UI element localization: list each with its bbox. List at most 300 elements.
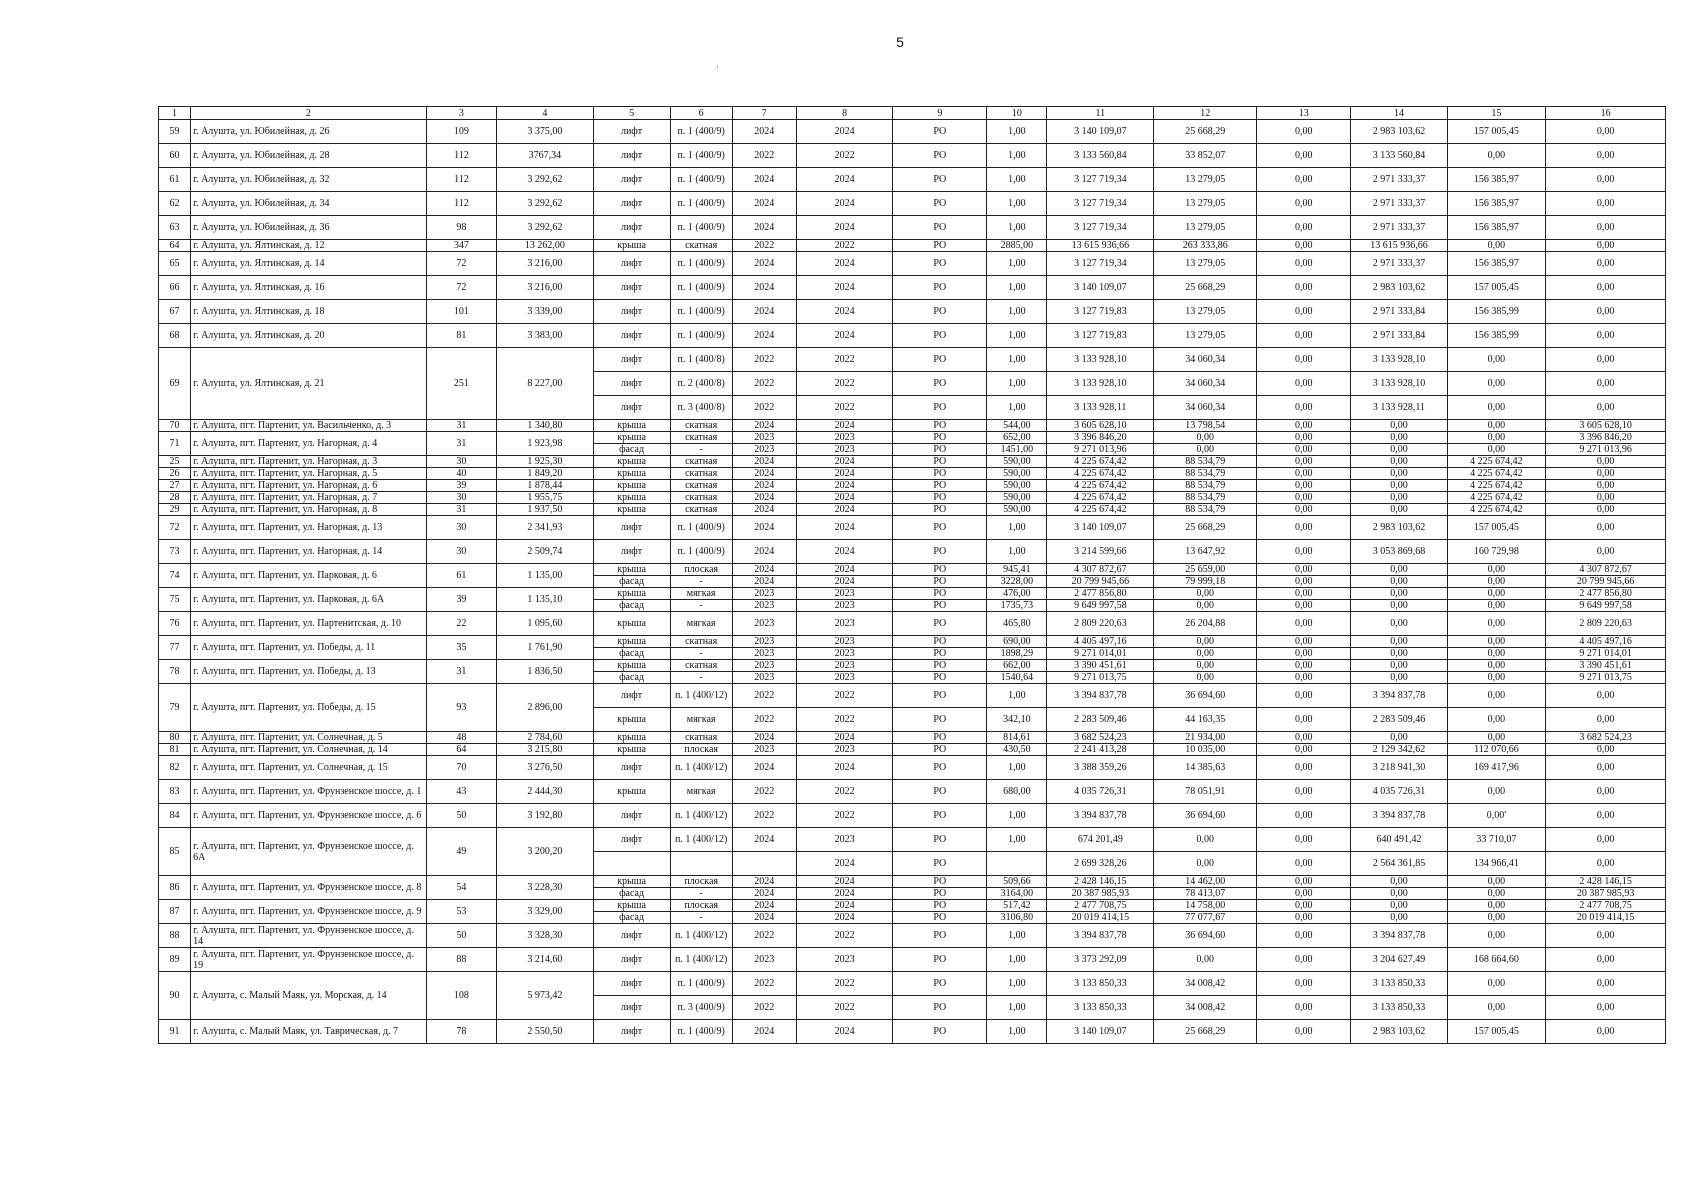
address-cell: г. Алушта, пгт. Партенит, ул. Парковая, д. 6 xyxy=(191,564,426,588)
residents-count: 78 xyxy=(426,1020,497,1044)
address-cell: г. Алушта, ул. Юбилейная, д. 36 xyxy=(191,216,426,240)
fact-year: 2024 xyxy=(796,456,892,468)
volume: 1,00 xyxy=(987,252,1047,276)
cost-col-13: 0,00 xyxy=(1257,444,1351,456)
table-row xyxy=(159,1020,1666,1044)
cost-col-16: 4 405 497,16 xyxy=(1546,636,1666,648)
work-type: лифт xyxy=(593,516,670,540)
executor: РО xyxy=(893,804,987,828)
cost-col-14: 3 394 837,78 xyxy=(1351,684,1447,708)
total-cost: 3 140 109,07 xyxy=(1047,516,1154,540)
volume: 1451,00 xyxy=(987,444,1047,456)
plan-year: 2024 xyxy=(732,252,796,276)
total-cost: 3 140 109,07 xyxy=(1047,1020,1154,1044)
cost-col-14: 0,00 xyxy=(1351,444,1447,456)
cost-col-14: 0,00 xyxy=(1351,576,1447,588)
work-subtype: п. 1 (400/9) xyxy=(670,540,732,564)
cost-col-13: 0,00 xyxy=(1257,192,1351,216)
fact-year: 2023 xyxy=(796,660,892,672)
total-cost: 2 428 146,15 xyxy=(1047,876,1154,888)
total-cost: 674 201,49 xyxy=(1047,828,1154,852)
work-type xyxy=(593,852,670,876)
cost-col-14: 2 129 342,62 xyxy=(1351,744,1447,756)
residents-count: 43 xyxy=(426,780,497,804)
total-cost: 2 477 856,80 xyxy=(1047,588,1154,600)
volume: 509,66 xyxy=(987,876,1047,888)
work-type: крыша xyxy=(593,492,670,504)
cost-col-14: 2 971 333,37 xyxy=(1351,192,1447,216)
plan-year: 2022 xyxy=(732,348,796,372)
work-subtype: скатная xyxy=(670,456,732,468)
cost-col-16: 0,00 xyxy=(1546,708,1666,732)
specific-cost: 34 008,42 xyxy=(1154,972,1257,996)
specific-cost: 25 668,29 xyxy=(1154,1020,1257,1044)
column-header-15: 15 xyxy=(1447,107,1545,120)
fact-year: 2024 xyxy=(796,900,892,912)
column-header-1: 1 xyxy=(159,107,191,120)
residents-count: 347 xyxy=(426,240,497,252)
total-area: 1 761,90 xyxy=(497,636,593,660)
volume: 476,00 xyxy=(987,588,1047,600)
specific-cost: 36 694,60 xyxy=(1154,684,1257,708)
cost-col-14: 2 983 103,62 xyxy=(1351,120,1447,144)
table-row xyxy=(159,192,1666,216)
cost-col-14: 3 133 850,33 xyxy=(1351,972,1447,996)
total-area: 1 878,44 xyxy=(497,480,593,492)
column-header-8: 8 xyxy=(796,107,892,120)
row-number: 90 xyxy=(159,972,191,1020)
cost-col-14: 640 491,42 xyxy=(1351,828,1447,852)
cost-col-16: 0,00 xyxy=(1546,948,1666,972)
work-type: крыша xyxy=(593,240,670,252)
specific-cost: 34 008,42 xyxy=(1154,996,1257,1020)
column-number-header-row xyxy=(159,107,1666,120)
specific-cost: 10 035,00 xyxy=(1154,744,1257,756)
plan-year: 2024 xyxy=(732,540,796,564)
fact-year: 2022 xyxy=(796,684,892,708)
volume: 1,00 xyxy=(987,300,1047,324)
volume: 1,00 xyxy=(987,972,1047,996)
column-header-12: 12 xyxy=(1154,107,1257,120)
executor: РО xyxy=(893,912,987,924)
total-area: 1 849,20 xyxy=(497,468,593,480)
cost-col-16: 0,00 xyxy=(1546,540,1666,564)
plan-year: 2023 xyxy=(732,660,796,672)
total-area: 1 836,50 xyxy=(497,660,593,684)
specific-cost: 34 060,34 xyxy=(1154,348,1257,372)
cost-col-16: 9 271 014,01 xyxy=(1546,648,1666,660)
specific-cost: 25 659,00 xyxy=(1154,564,1257,576)
address-cell: г. Алушта, ул. Ялтинская, д. 18 xyxy=(191,300,426,324)
table-row xyxy=(159,588,1666,600)
address-cell: г. Алушта, пгт. Партенит, ул. Фрунзенское шоссе, д. 6 xyxy=(191,804,426,828)
specific-cost: 13 279,05 xyxy=(1154,324,1257,348)
cost-col-14: 0,00 xyxy=(1351,612,1447,636)
row-number: 79 xyxy=(159,684,191,732)
cost-col-14: 0,00 xyxy=(1351,888,1447,900)
column-header-11: 11 xyxy=(1047,107,1154,120)
volume: 1,00 xyxy=(987,948,1047,972)
volume: 1,00 xyxy=(987,144,1047,168)
total-area: 1 340,80 xyxy=(497,420,593,432)
cost-col-13: 0,00 xyxy=(1257,492,1351,504)
work-subtype: п. 2 (400/8) xyxy=(670,372,732,396)
executor: РО xyxy=(893,276,987,300)
work-type: лифт xyxy=(593,684,670,708)
volume: 680,00 xyxy=(987,780,1047,804)
specific-cost: 25 668,29 xyxy=(1154,120,1257,144)
cost-col-15: 4 225 674,42 xyxy=(1447,468,1545,480)
cost-col-15: 4 225 674,42 xyxy=(1447,492,1545,504)
fact-year: 2024 xyxy=(796,852,892,876)
table-row xyxy=(159,900,1666,912)
total-cost: 3 388 359,26 xyxy=(1047,756,1154,780)
address-cell: г. Алушта, пгт. Партенит, ул. Партенитская, д. 10 xyxy=(191,612,426,636)
cost-col-15: 0,00' xyxy=(1447,804,1545,828)
total-cost: 3 394 837,78 xyxy=(1047,684,1154,708)
specific-cost: 0,00 xyxy=(1154,852,1257,876)
work-subtype: - xyxy=(670,672,732,684)
cost-col-13: 0,00 xyxy=(1257,432,1351,444)
work-subtype: - xyxy=(670,648,732,660)
cost-col-16: 3 390 451,61 xyxy=(1546,660,1666,672)
work-subtype: п. 1 (400/9) xyxy=(670,216,732,240)
cost-col-13: 0,00 xyxy=(1257,168,1351,192)
volume: 544,00 xyxy=(987,420,1047,432)
work-type: лифт xyxy=(593,300,670,324)
work-type: крыша xyxy=(593,468,670,480)
table-row xyxy=(159,972,1666,996)
work-type: крыша xyxy=(593,780,670,804)
residents-count: 50 xyxy=(426,924,497,948)
executor: РО xyxy=(893,540,987,564)
table-row xyxy=(159,480,1666,492)
cost-col-14: 3 133 928,10 xyxy=(1351,348,1447,372)
executor: РО xyxy=(893,924,987,948)
total-cost: 9 271 014,01 xyxy=(1047,648,1154,660)
total-cost: 20 019 414,15 xyxy=(1047,912,1154,924)
work-type: крыша xyxy=(593,588,670,600)
executor: РО xyxy=(893,600,987,612)
work-type: лифт xyxy=(593,396,670,420)
specific-cost: 34 060,34 xyxy=(1154,396,1257,420)
fact-year: 2024 xyxy=(796,732,892,744)
executor: РО xyxy=(893,396,987,420)
specific-cost: 0,00 xyxy=(1154,588,1257,600)
plan-year: 2024 xyxy=(732,456,796,468)
total-cost: 3 394 837,78 xyxy=(1047,804,1154,828)
address-cell: г. Алушта, пгт. Партенит, ул. Фрунзенское шоссе, д. 6А xyxy=(191,828,426,876)
residents-count: 112 xyxy=(426,168,497,192)
work-type: фасад xyxy=(593,576,670,588)
plan-year: 2024 xyxy=(732,900,796,912)
row-number: 66 xyxy=(159,276,191,300)
specific-cost: 25 668,29 xyxy=(1154,516,1257,540)
address-cell: г. Алушта, пгт. Партенит, ул. Нагорная, д. 14 xyxy=(191,540,426,564)
address-cell: г. Алушта, пгт. Партенит, ул. Фрунзенское шоссе, д. 1 xyxy=(191,780,426,804)
total-cost: 3 373 292,09 xyxy=(1047,948,1154,972)
cost-col-14: 0,00 xyxy=(1351,456,1447,468)
fact-year: 2024 xyxy=(796,420,892,432)
plan-year: 2024 xyxy=(732,564,796,576)
specific-cost: 79 999,18 xyxy=(1154,576,1257,588)
address-cell: г. Алушта, пгт. Партенит, ул. Победы, д. 15 xyxy=(191,684,426,732)
total-area: 5 973,42 xyxy=(497,972,593,1020)
cost-col-14: 0,00 xyxy=(1351,480,1447,492)
volume: 1,00 xyxy=(987,324,1047,348)
volume: 465,80 xyxy=(987,612,1047,636)
total-cost: 3 133 850,33 xyxy=(1047,996,1154,1020)
cost-col-15: 157 005,45 xyxy=(1447,120,1545,144)
work-type: лифт xyxy=(593,804,670,828)
total-cost: 4 225 674,42 xyxy=(1047,456,1154,468)
work-type: крыша xyxy=(593,876,670,888)
volume: 1,00 xyxy=(987,192,1047,216)
volume: 590,00 xyxy=(987,504,1047,516)
work-subtype: мягкая xyxy=(670,708,732,732)
table-row xyxy=(159,420,1666,432)
cost-col-14: 0,00 xyxy=(1351,648,1447,660)
residents-count: 61 xyxy=(426,564,497,588)
work-subtype: - xyxy=(670,444,732,456)
cost-col-16: 3 682 524,23 xyxy=(1546,732,1666,744)
work-type: лифт xyxy=(593,996,670,1020)
row-number: 63 xyxy=(159,216,191,240)
work-subtype: п. 1 (400/12) xyxy=(670,924,732,948)
cost-col-15: 0,00 xyxy=(1447,420,1545,432)
cost-col-15: 134 966,41 xyxy=(1447,852,1545,876)
column-header-6: 6 xyxy=(670,107,732,120)
total-cost: 3 133 928,10 xyxy=(1047,372,1154,396)
cost-col-15: 0,00 xyxy=(1447,372,1545,396)
cost-col-13: 0,00 xyxy=(1257,804,1351,828)
plan-year: 2024 xyxy=(732,516,796,540)
work-type: крыша xyxy=(593,480,670,492)
executor: РО xyxy=(893,504,987,516)
work-type: крыша xyxy=(593,612,670,636)
address-cell: г. Алушта, ул. Ялтинская, д. 12 xyxy=(191,240,426,252)
total-area: 3 375,00 xyxy=(497,120,593,144)
residents-count: 64 xyxy=(426,744,497,756)
address-cell: г. Алушта, ул. Юбилейная, д. 26 xyxy=(191,120,426,144)
row-number: 62 xyxy=(159,192,191,216)
executor: РО xyxy=(893,948,987,972)
cost-col-14: 2 983 103,62 xyxy=(1351,1020,1447,1044)
residents-count: 112 xyxy=(426,144,497,168)
table-row xyxy=(159,948,1666,972)
total-area: 1 135,00 xyxy=(497,564,593,588)
row-number: 82 xyxy=(159,756,191,780)
cost-col-16: 0,00 xyxy=(1546,324,1666,348)
fact-year: 2023 xyxy=(796,612,892,636)
cost-col-15: 0,00 xyxy=(1447,600,1545,612)
work-subtype: п. 1 (400/9) xyxy=(670,276,732,300)
work-type: фасад xyxy=(593,912,670,924)
address-cell: г. Алушта, ул. Юбилейная, д. 28 xyxy=(191,144,426,168)
row-number: 80 xyxy=(159,732,191,744)
residents-count: 109 xyxy=(426,120,497,144)
volume: 1540,64 xyxy=(987,672,1047,684)
work-type: лифт xyxy=(593,348,670,372)
row-number: 78 xyxy=(159,660,191,684)
cost-col-16: 2 428 146,15 xyxy=(1546,876,1666,888)
cost-col-14: 3 133 850,33 xyxy=(1351,996,1447,1020)
address-cell: г. Алушта, с. Малый Маяк, ул. Морская, д. 14 xyxy=(191,972,426,1020)
executor: РО xyxy=(893,576,987,588)
executor: РО xyxy=(893,492,987,504)
specific-cost: 88 534,79 xyxy=(1154,504,1257,516)
executor: РО xyxy=(893,888,987,900)
cost-col-13: 0,00 xyxy=(1257,912,1351,924)
cost-col-13: 0,00 xyxy=(1257,120,1351,144)
total-cost: 4 225 674,42 xyxy=(1047,504,1154,516)
cost-col-15: 0,00 xyxy=(1447,972,1545,996)
executor: РО xyxy=(893,684,987,708)
cost-col-13: 0,00 xyxy=(1257,852,1351,876)
specific-cost: 14 385,63 xyxy=(1154,756,1257,780)
row-number: 85 xyxy=(159,828,191,876)
column-header-13: 13 xyxy=(1257,107,1351,120)
plan-year: 2024 xyxy=(732,468,796,480)
plan-year: 2023 xyxy=(732,612,796,636)
row-number: 72 xyxy=(159,516,191,540)
cost-col-13: 0,00 xyxy=(1257,744,1351,756)
plan-year: 2024 xyxy=(732,888,796,900)
fact-year: 2022 xyxy=(796,372,892,396)
address-cell: г. Алушта, пгт. Партенит, ул. Парковая, д. 6А xyxy=(191,588,426,612)
work-subtype: п. 1 (400/12) xyxy=(670,804,732,828)
cost-col-14: 3 218 941,30 xyxy=(1351,756,1447,780)
total-area: 3 200,20 xyxy=(497,828,593,876)
fact-year: 2023 xyxy=(796,444,892,456)
row-number: 59 xyxy=(159,120,191,144)
row-number: 89 xyxy=(159,948,191,972)
total-area: 2 896,00 xyxy=(497,684,593,732)
table-row xyxy=(159,324,1666,348)
executor: РО xyxy=(893,168,987,192)
cost-col-16: 0,00 xyxy=(1546,744,1666,756)
cost-col-15: 0,00 xyxy=(1447,444,1545,456)
cost-col-15: 0,00 xyxy=(1447,876,1545,888)
specific-cost: 26 204,88 xyxy=(1154,612,1257,636)
cost-col-16: 4 307 872,67 xyxy=(1546,564,1666,576)
total-cost: 3 394 837,78 xyxy=(1047,924,1154,948)
total-area: 1 925,30 xyxy=(497,456,593,468)
cost-col-16: 0,00 xyxy=(1546,504,1666,516)
cost-col-14: 0,00 xyxy=(1351,876,1447,888)
total-cost: 2 241 413,28 xyxy=(1047,744,1154,756)
cost-col-15: 0,00 xyxy=(1447,432,1545,444)
executor: РО xyxy=(893,300,987,324)
cost-col-13: 0,00 xyxy=(1257,564,1351,576)
cost-col-13: 0,00 xyxy=(1257,888,1351,900)
work-subtype: п. 1 (400/9) xyxy=(670,972,732,996)
fact-year: 2022 xyxy=(796,780,892,804)
total-area: 3 339,00 xyxy=(497,300,593,324)
cost-col-16: 0,00 xyxy=(1546,168,1666,192)
table-body xyxy=(159,120,1666,1044)
fact-year: 2024 xyxy=(796,564,892,576)
cost-col-14: 2 283 509,46 xyxy=(1351,708,1447,732)
cost-col-15: 4 225 674,42 xyxy=(1447,456,1545,468)
total-area: 3 292,62 xyxy=(497,216,593,240)
cost-col-16: 0,00 xyxy=(1546,216,1666,240)
table-row xyxy=(159,876,1666,888)
executor: РО xyxy=(893,144,987,168)
cost-col-14: 0,00 xyxy=(1351,564,1447,576)
cost-col-13: 0,00 xyxy=(1257,672,1351,684)
address-cell: г. Алушта, пгт. Партенит, ул. Нагорная, д. 13 xyxy=(191,516,426,540)
executor: РО xyxy=(893,120,987,144)
fact-year: 2024 xyxy=(796,480,892,492)
total-cost: 3 127 719,83 xyxy=(1047,324,1154,348)
total-area: 3767,34 xyxy=(497,144,593,168)
cost-col-13: 0,00 xyxy=(1257,972,1351,996)
residents-count: 39 xyxy=(426,588,497,612)
cost-col-16: 0,00 xyxy=(1546,756,1666,780)
cost-col-14: 2 971 333,84 xyxy=(1351,300,1447,324)
work-type: крыша xyxy=(593,636,670,648)
table-row xyxy=(159,516,1666,540)
specific-cost: 0,00 xyxy=(1154,600,1257,612)
fact-year: 2023 xyxy=(796,948,892,972)
volume: 517,42 xyxy=(987,900,1047,912)
cost-col-13: 0,00 xyxy=(1257,240,1351,252)
address-cell: г. Алушта, пгт. Партенит, ул. Фрунзенское шоссе, д. 9 xyxy=(191,900,426,924)
address-cell: г. Алушта, ул. Ялтинская, д. 16 xyxy=(191,276,426,300)
specific-cost: 0,00 xyxy=(1154,444,1257,456)
work-type: лифт xyxy=(593,168,670,192)
plan-year: 2024 xyxy=(732,300,796,324)
fact-year: 2024 xyxy=(796,540,892,564)
work-subtype: п. 1 (400/12) xyxy=(670,948,732,972)
cost-col-16: 0,00 xyxy=(1546,348,1666,372)
cost-col-16: 0,00 xyxy=(1546,852,1666,876)
cost-col-14: 3 394 837,78 xyxy=(1351,924,1447,948)
address-cell: г. Алушта, пгт. Партенит, ул. Победы, д. 11 xyxy=(191,636,426,660)
volume: 652,00 xyxy=(987,432,1047,444)
volume: 1898,29 xyxy=(987,648,1047,660)
total-cost: 9 649 997,58 xyxy=(1047,600,1154,612)
cost-col-16: 0,00 xyxy=(1546,276,1666,300)
work-subtype: скатная xyxy=(670,504,732,516)
cost-col-13: 0,00 xyxy=(1257,612,1351,636)
cost-col-13: 0,00 xyxy=(1257,876,1351,888)
executor: РО xyxy=(893,324,987,348)
volume: 690,00 xyxy=(987,636,1047,648)
work-type: лифт xyxy=(593,756,670,780)
cost-col-15: 156 385,97 xyxy=(1447,168,1545,192)
row-number: 28 xyxy=(159,492,191,504)
total-cost: 3 214 599,66 xyxy=(1047,540,1154,564)
cost-col-15: 157 005,45 xyxy=(1447,1020,1545,1044)
column-header-14: 14 xyxy=(1351,107,1447,120)
address-cell: г. Алушта, пгт. Партенит, ул. Нагорная, д. 8 xyxy=(191,504,426,516)
specific-cost: 13 279,05 xyxy=(1154,216,1257,240)
volume: 1,00 xyxy=(987,828,1047,852)
table-row xyxy=(159,432,1666,444)
executor: РО xyxy=(893,240,987,252)
plan-year: 2024 xyxy=(732,120,796,144)
volume: 1,00 xyxy=(987,684,1047,708)
work-type: лифт xyxy=(593,372,670,396)
plan-year: 2023 xyxy=(732,636,796,648)
cost-col-16: 0,00 xyxy=(1546,192,1666,216)
specific-cost: 0,00 xyxy=(1154,672,1257,684)
work-type: лифт xyxy=(593,276,670,300)
total-cost: 3 133 928,11 xyxy=(1047,396,1154,420)
work-type: лифт xyxy=(593,1020,670,1044)
